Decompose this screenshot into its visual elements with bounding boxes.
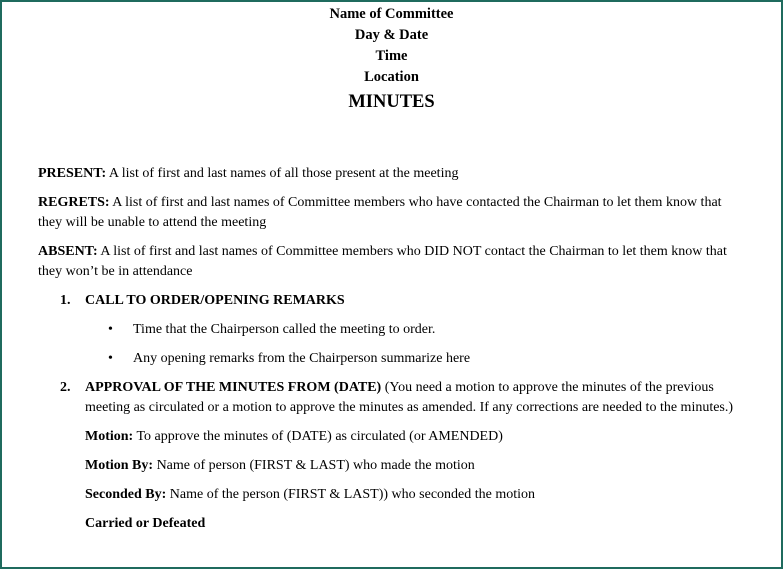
agenda-item-call-to-order bbox=[38, 291, 741, 369]
bullet-icon: • bbox=[108, 351, 113, 366]
absent-text: A list of first and last names of Committee members who DID NOT contact the Chairman to let them know that they won’t be in attendance bbox=[38, 244, 727, 279]
motion-by-line bbox=[85, 456, 741, 476]
motion-line bbox=[85, 427, 741, 447]
seconded-by-label: Seconded By: bbox=[85, 487, 167, 502]
regrets-text: A list of first and last names of Committee members who have contacted the Chairman to let them know that they will be unable to attend the meeting bbox=[38, 195, 722, 230]
seconded-by-text: Name of the person (FIRST & LAST)) who seconded the motion bbox=[166, 487, 536, 502]
seconded-by-line bbox=[85, 485, 741, 505]
bullet-icon: • bbox=[108, 322, 113, 337]
present-paragraph bbox=[38, 164, 741, 184]
document-header bbox=[2, 4, 781, 115]
document-body bbox=[38, 164, 741, 543]
present-text: A list of first and last names of all those present at the meeting bbox=[106, 166, 459, 181]
regrets-label: REGRETS: bbox=[38, 195, 110, 210]
approval-note: (You need a motion to approve the minutes of the previous meeting as circulated or a motion to approve the minutes as amended. If any corrections are needed to the minutes.) bbox=[85, 380, 734, 415]
regrets-paragraph bbox=[38, 193, 741, 233]
absent-paragraph bbox=[38, 242, 741, 282]
motion-by-text: Name of person (FIRST & LAST) who made the motion bbox=[153, 458, 475, 473]
absent-label: ABSENT: bbox=[38, 244, 98, 259]
motion-text: To approve the minutes of (DATE) as circulated (or AMENDED) bbox=[133, 429, 503, 444]
list-item-text: Time that the Chairperson called the meeting to order. bbox=[133, 322, 436, 337]
outcome-line bbox=[85, 514, 741, 534]
outcome-text: Carried or Defeated bbox=[85, 516, 206, 531]
motion-label: Motion: bbox=[85, 429, 134, 444]
list-item-text: Any opening remarks from the Chairperson summarize here bbox=[133, 351, 471, 366]
bullet-list bbox=[85, 320, 741, 369]
motion-by-label: Motion By: bbox=[85, 458, 154, 473]
approval-paragraph bbox=[85, 378, 741, 418]
agenda-item-title: CALL TO ORDER/OPENING REMARKS bbox=[85, 293, 345, 308]
agenda-item-number: 2. bbox=[60, 380, 71, 395]
present-label: PRESENT: bbox=[38, 166, 107, 181]
list-item bbox=[85, 349, 741, 369]
motion-details bbox=[85, 427, 741, 534]
page-title: MINUTES bbox=[348, 92, 435, 112]
committee-name: Name of Committee bbox=[329, 6, 454, 22]
meeting-location: Location bbox=[364, 69, 419, 85]
agenda-item-number: 1. bbox=[60, 293, 71, 308]
agenda-item-approval-of-minutes bbox=[38, 378, 741, 534]
meeting-time: Time bbox=[375, 48, 408, 64]
meeting-day-date: Day & Date bbox=[354, 27, 429, 43]
list-item bbox=[85, 320, 741, 340]
agenda-item-title: APPROVAL OF THE MINUTES FROM (DATE) bbox=[85, 380, 382, 395]
